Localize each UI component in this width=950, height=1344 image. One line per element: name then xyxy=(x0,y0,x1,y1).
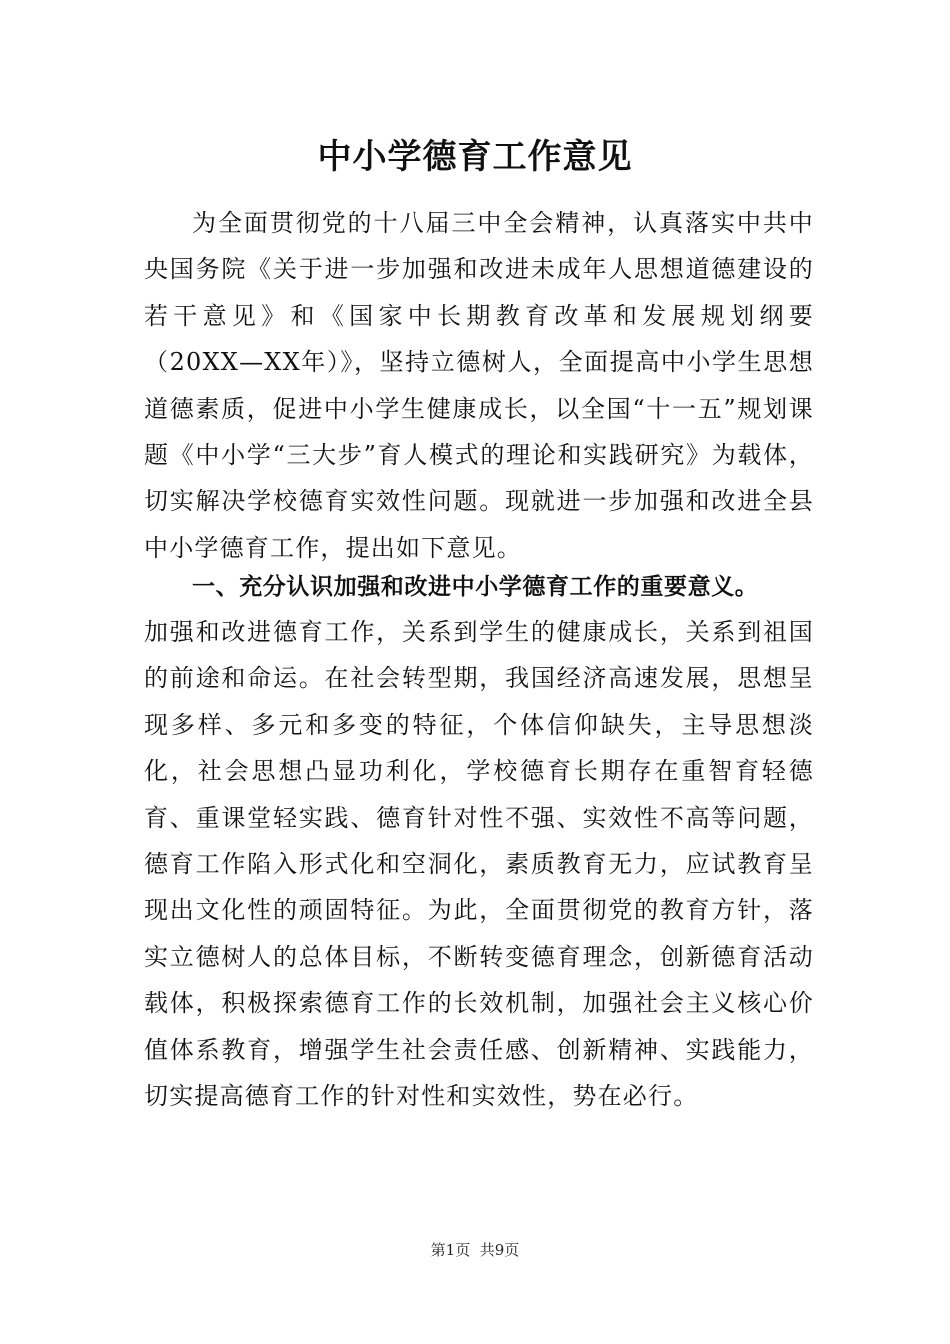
total-pages: 共9页 xyxy=(479,1241,520,1259)
section-heading: 一、充分认识加强和改进中小学德育工作的重要意义。 xyxy=(192,574,759,600)
intro-paragraph: 为全面贯彻党的十八届三中全会精神，认真落实中共中央国务院《关于进一步加强和改进未成年人思想道德建设的若干意见》和《国家中长期教育改革和发展规划纲要（20XX—XX年）》，坚持立德树人，全面提高中小学生思想道德素质，促进中小学生健康成长，以全国“十一五”规划课题《中小学“三大步”育人模式的理论和实践研究》为载体，切实解决学校德育实效性问题。现就进一步加强和改进全县中小学德育工作，提出如下意见。 xyxy=(144,209,814,562)
footer-separator xyxy=(470,1241,480,1259)
section-paragraph: 加强和改进德育工作，关系到学生的健康成长，关系到祖国的前途和命运。在社会转型期，我国经济高速发展，思想呈现多样、多元和多变的特征，个体信仰缺失，主导思想淡化，社会思想凸显功利化，学校德育长期存在重智育轻德育、重课堂轻实践、德育针对性不强、实效性不高等问题，德育工作陷入形式化和空洞化，素质教育无力，应试教育呈现出文化性的顽固特征。为此，全面贯彻党的教育方针，落实立德树人的总体目标，不断转变德育理念，创新德育活动载体，积极探索德育工作的长效机制，加强社会主义核心价值体系教育，增强学生社会责任感、创新精神、实践能力，切实提高德育工作的针对性和实效性，势在必行。 xyxy=(144,618,814,1111)
page-footer xyxy=(0,1238,950,1262)
document-title: 中小学德育工作意见 xyxy=(317,137,633,177)
page-number: 第1页 xyxy=(430,1241,471,1259)
